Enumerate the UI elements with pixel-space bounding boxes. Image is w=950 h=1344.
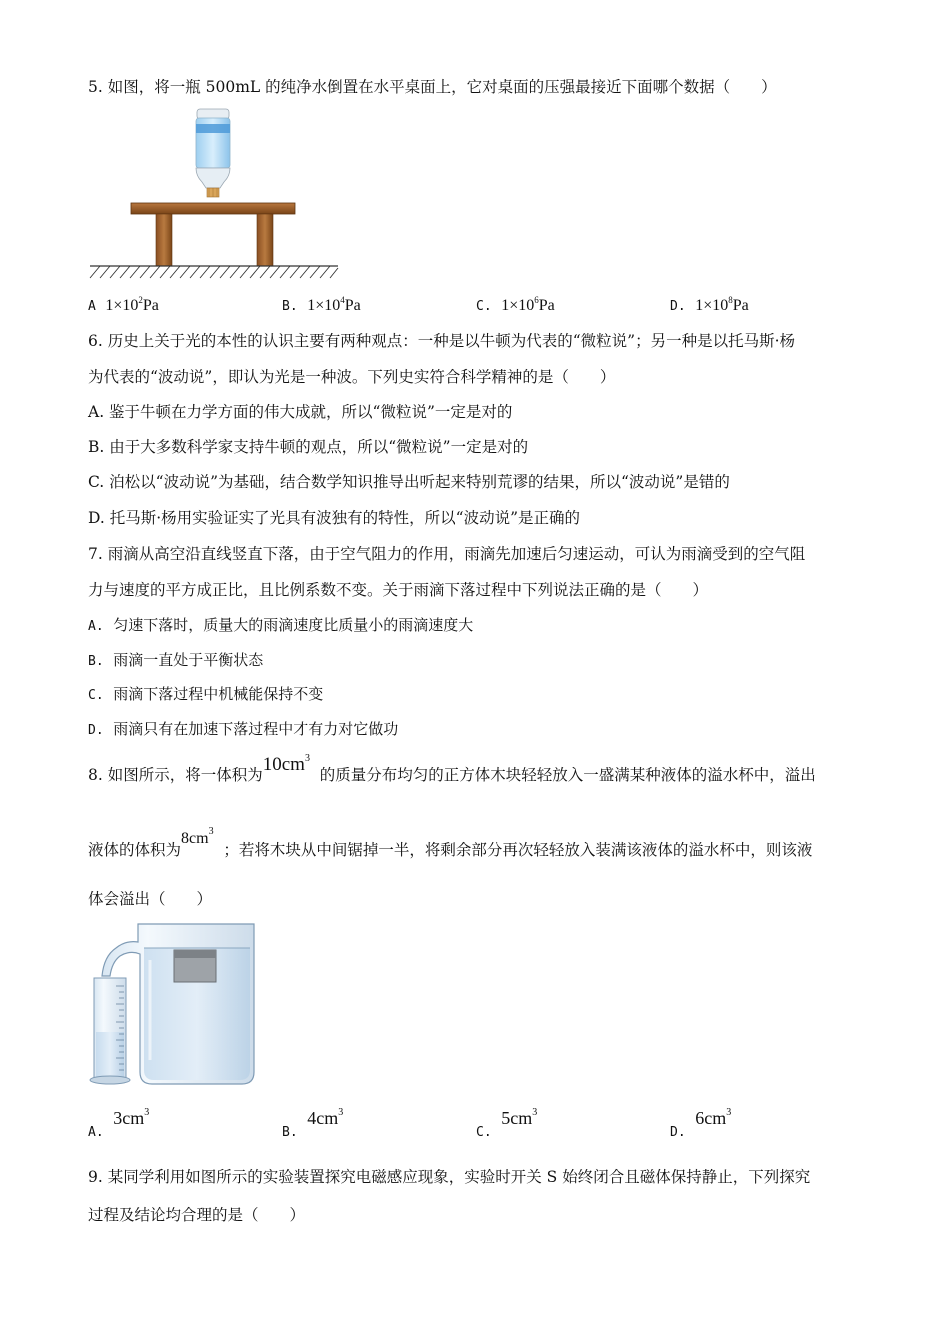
q5-figure-bottle-on-table (86, 106, 344, 282)
q6-stem-line1: 6. 历史上关于光的本性的认识主要有两种观点：一种是以牛顿为代表的“微粒说”；另一种是以托马斯·杨 (88, 332, 795, 350)
q6-option-d[interactable]: D. 托马斯·杨用实验证实了光具有波独有的特性，所以“波动说”是正确的 (88, 509, 581, 527)
q5-option-b[interactable]: B. $1\times 10^4Pa$ (282, 295, 361, 314)
q7-option-c[interactable]: C. 雨滴下落过程中机械能保持不变 (88, 685, 324, 703)
table-leg-icon (257, 214, 273, 266)
q8-stem-line1: 8. 如图所示，将一体积为$10cm^3$ 的质量分布均匀的正方体木块轻轻放入一盛满某种液体的溢水杯中，溢出 (88, 753, 816, 784)
q5-stem: 5. 如图，将一瓶 500mL 的纯净水倒置在水平桌面上，它对桌面的压强最接近下面哪个数据（ ） (88, 78, 777, 96)
q6-stem-line2: 为代表的“波动说”，即认为光是一种波。下列史实符合科学精神的是（ ） (88, 368, 616, 386)
q8-stem-line3: 体会溢出（ ） (88, 890, 213, 908)
q6-option-a[interactable]: A. 鉴于牛顿在力学方面的伟大成就，所以“微粒说”一定是对的 (88, 403, 513, 421)
q9-stem-line2: 过程及结论均合理的是（ ） (88, 1206, 306, 1224)
q8-option-d[interactable]: D. $6cm^3$ (670, 1107, 732, 1140)
q7-option-d[interactable]: D. 雨滴只有在加速下落过程中才有力对它做功 (88, 720, 399, 738)
q8-stem-line2: 液体的体积为$8cm^3$ ；若将木块从中间锯掉一半，将剩余部分再次轻轻放入装满该液体的溢水杯中，则该液 (88, 826, 813, 859)
q5-option-d[interactable]: D. $1\times 10^8Pa$ (670, 295, 749, 314)
bottle-base-icon (197, 109, 229, 119)
q6-option-c[interactable]: C. 泊松以“波动说”为基础，结合数学知识推导出听起来特别荒谬的结果，所以“波动说”是错的 (88, 473, 730, 491)
q5-option-c[interactable]: C. $1\times 10^6Pa$ (476, 295, 555, 314)
q9-stem-line1: 9. 某同学利用如图所示的实验装置探究电磁感应现象，实验时开关 S 始终闭合且磁体保持静止，下列探究 (88, 1168, 811, 1186)
table-leg-icon (156, 214, 172, 266)
q7-stem-line1: 7. 雨滴从高空沿直线竖直下落，由于空气阻力的作用，雨滴先加速后匀速运动，可认为雨滴受到的空气阻 (88, 545, 806, 563)
q6-option-b[interactable]: B. 由于大多数科学家支持牛顿的观点，所以“微粒说”一定是对的 (88, 438, 529, 456)
q8-option-c[interactable]: C. $5cm^3$ (476, 1107, 538, 1140)
q5-option-a[interactable]: A $1\times 10^2Pa$ (88, 295, 159, 314)
q7-option-a[interactable]: A. 匀速下落时，质量大的雨滴速度比质量小的雨滴速度大 (88, 616, 474, 634)
q8-figure-overflow-cup (86, 920, 262, 1088)
q8-option-b[interactable]: B. $4cm^3$ (282, 1107, 344, 1140)
table-top-icon (131, 203, 295, 214)
q7-option-b[interactable]: B. 雨滴一直处于平衡状态 (88, 651, 264, 669)
q7-stem-line2: 力与速度的平方成正比，且比例系数不变。关于雨滴下落过程中下列说法正确的是（ ） (88, 581, 709, 599)
q8-option-a[interactable]: A. $3cm^3$ (88, 1107, 150, 1140)
